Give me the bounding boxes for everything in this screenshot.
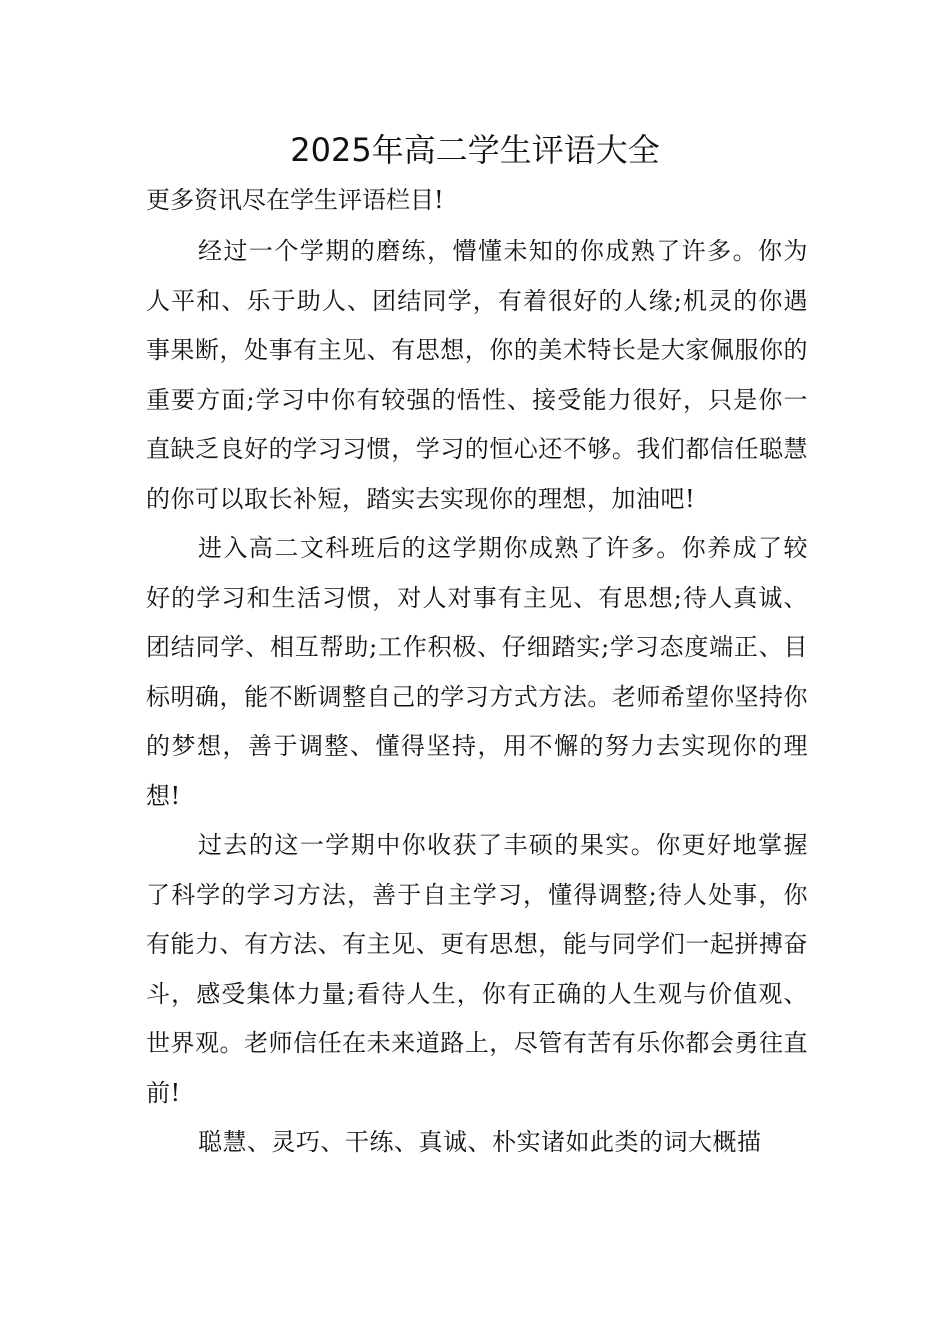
paragraph: 聪慧、灵巧、干练、真诚、朴实诸如此类的词大概描 xyxy=(198,1128,762,1156)
document-title: 2025年高二学生评语大全 xyxy=(290,131,660,169)
paragraph: 过去的这一学期中你收获了丰硕的果实。你更好地掌握了科学的学习方法，善于自主学习，懂得调整;待人处事，你有能力、有方法、有主见、更有思想，能与同学们一起拼搏奋斗，感受集体力量;看待人生，你有正确的人生观与价值观、世界观。老师信任在未来道路上，尽管有苦有乐你都会勇往直前! xyxy=(146,831,808,1107)
paragraph: 经过一个学期的磨练，懵懂未知的你成熟了许多。你为人平和、乐于助人、团结同学，有着很好的人缘;机灵的你遇事果断，处事有主见、有思想，你的美术特长是大家佩服你的重要方面;学习中你有较强的悟性、接受能力很好，只是你一直缺乏良好的学习习惯，学习的恒心还不够。我们都信任聪慧的你可以取长补短，踏实去实现你的理想，加油吧! xyxy=(146,237,808,513)
paragraph: 进入高二文科班后的这学期你成熟了许多。你养成了较好的学习和生活习惯，对人对事有主见、有思想;待人真诚、团结同学、相互帮助;工作积极、仔细踏实;学习态度端正、目标明确，能不断调整自己的学习方式方法。老师希望你坚持你的梦想，善于调整、懂得坚持，用不懈的努力去实现你的理想! xyxy=(146,534,808,810)
document-body xyxy=(146,227,808,1168)
document-subtitle: 更多资讯尽在学生评语栏目! xyxy=(146,186,444,214)
